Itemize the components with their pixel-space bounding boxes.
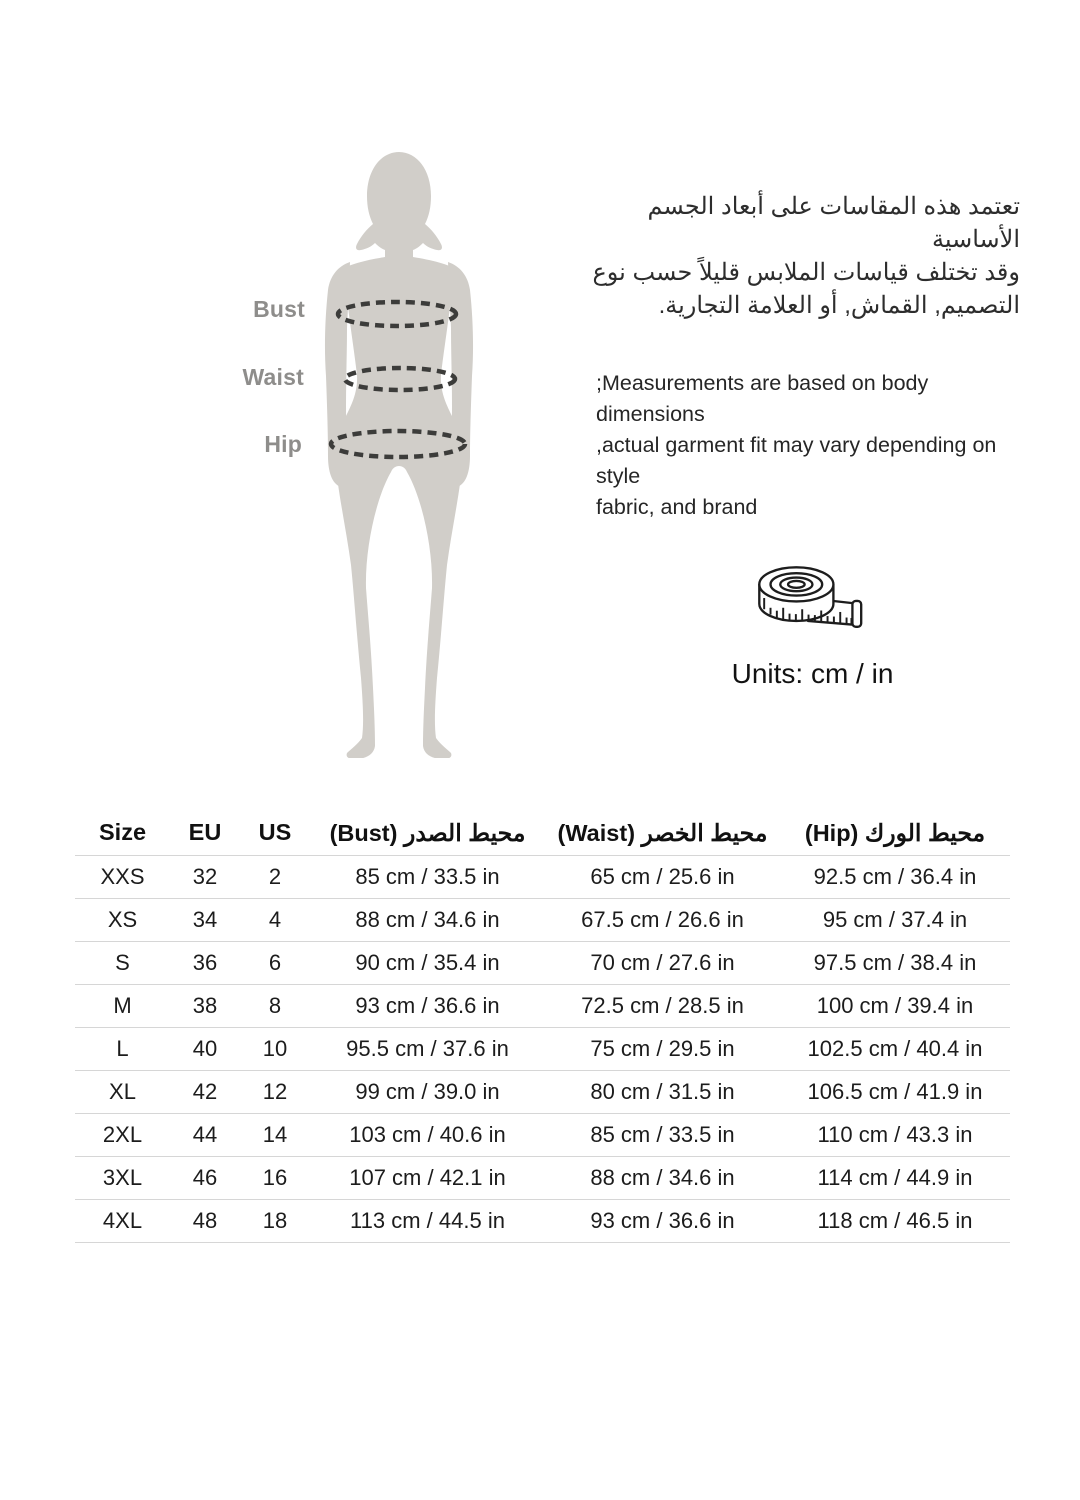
column-header-bust: محيط الصدر (Bust) — [310, 810, 545, 856]
table-cell: 90 cm / 35.4 in — [310, 942, 545, 985]
table-row — [75, 942, 1010, 985]
bust-label: Bust — [253, 296, 305, 322]
size-table-body — [75, 856, 1010, 1243]
table-cell: 100 cm / 39.4 in — [780, 985, 1010, 1028]
table-cell: 10 — [240, 1028, 310, 1071]
table-cell: 16 — [240, 1157, 310, 1200]
table-row — [75, 899, 1010, 942]
female-body-silhouette-icon — [300, 148, 500, 758]
arabic-note-line: وقد تختلف قياسات الملابس قليلاً حسب نوع — [592, 259, 1020, 286]
table-cell: 85 cm / 33.5 in — [310, 856, 545, 899]
table-cell: 80 cm / 31.5 in — [545, 1071, 780, 1114]
table-cell: 38 — [170, 985, 240, 1028]
table-cell: 2XL — [75, 1114, 170, 1157]
table-cell: 72.5 cm / 28.5 in — [545, 985, 780, 1028]
table-cell: 14 — [240, 1114, 310, 1157]
table-cell: 118 cm / 46.5 in — [780, 1200, 1010, 1243]
table-cell: 95 cm / 37.4 in — [780, 899, 1010, 942]
table-cell: 97.5 cm / 38.4 in — [780, 942, 1010, 985]
table-cell: 3XL — [75, 1157, 170, 1200]
table-cell: 48 — [170, 1200, 240, 1243]
table-cell: 95.5 cm / 37.6 in — [310, 1028, 545, 1071]
table-cell: 110 cm / 43.3 in — [780, 1114, 1010, 1157]
column-header-hip: محيط الورك (Hip) — [780, 810, 1010, 856]
table-cell: 67.5 cm / 26.6 in — [545, 899, 780, 942]
column-header-eu: EU — [170, 810, 240, 856]
table-cell: 8 — [240, 985, 310, 1028]
table-cell: 114 cm / 44.9 in — [780, 1157, 1010, 1200]
table-cell: M — [75, 985, 170, 1028]
table-cell: 40 — [170, 1028, 240, 1071]
size-table — [75, 810, 1010, 1243]
table-row — [75, 856, 1010, 899]
table-cell: 34 — [170, 899, 240, 942]
table-row — [75, 1028, 1010, 1071]
table-cell: 103 cm / 40.6 in — [310, 1114, 545, 1157]
table-row — [75, 1200, 1010, 1243]
measuring-tape-icon — [751, 560, 869, 638]
table-row — [75, 1157, 1010, 1200]
arabic-note-line: تعتمد هذه المقاسات على أبعاد الجسم الأساسية — [647, 193, 1020, 253]
table-row — [75, 985, 1010, 1028]
english-note-line: ;Measurements are based on body dimensions — [596, 371, 929, 426]
table-cell: 75 cm / 29.5 in — [545, 1028, 780, 1071]
table-cell: 32 — [170, 856, 240, 899]
table-cell: 12 — [240, 1071, 310, 1114]
table-row — [75, 1071, 1010, 1114]
table-cell: 2 — [240, 856, 310, 899]
table-cell: 88 cm / 34.6 in — [310, 899, 545, 942]
table-cell: 44 — [170, 1114, 240, 1157]
waist-label: Waist — [242, 364, 304, 390]
arabic-note-line: التصميم, القماش, أو العلامة التجارية. — [658, 292, 1020, 319]
table-cell: 18 — [240, 1200, 310, 1243]
table-cell: 36 — [170, 942, 240, 985]
table-cell: S — [75, 942, 170, 985]
arabic-note — [590, 190, 1020, 322]
units-caption: Units: cm / in — [731, 658, 894, 689]
english-note-line: ,actual garment fit may vary depending on style — [596, 433, 997, 488]
table-cell: 93 cm / 36.6 in — [310, 985, 545, 1028]
table-header-row — [75, 810, 1010, 856]
table-cell: 106.5 cm / 41.9 in — [780, 1071, 1010, 1114]
table-cell: 102.5 cm / 40.4 in — [780, 1028, 1010, 1071]
english-note-line: fabric, and brand — [596, 495, 758, 519]
table-cell: XXS — [75, 856, 170, 899]
column-header-size: Size — [75, 810, 170, 856]
table-cell: 42 — [170, 1071, 240, 1114]
table-cell: XS — [75, 899, 170, 942]
body-figure — [300, 148, 500, 758]
table-cell: 46 — [170, 1157, 240, 1200]
table-cell: 88 cm / 34.6 in — [545, 1157, 780, 1200]
table-cell: L — [75, 1028, 170, 1071]
table-cell: 93 cm / 36.6 in — [545, 1200, 780, 1243]
table-cell: 6 — [240, 942, 310, 985]
table-cell: 70 cm / 27.6 in — [545, 942, 780, 985]
table-cell: 92.5 cm / 36.4 in — [780, 856, 1010, 899]
english-note — [596, 368, 1036, 523]
table-cell: 4 — [240, 899, 310, 942]
column-header-us: US — [240, 810, 310, 856]
table-cell: 85 cm / 33.5 in — [545, 1114, 780, 1157]
table-cell: XL — [75, 1071, 170, 1114]
table-cell: 113 cm / 44.5 in — [310, 1200, 545, 1243]
table-cell: 4XL — [75, 1200, 170, 1243]
hip-label: Hip — [264, 431, 302, 457]
table-row — [75, 1114, 1010, 1157]
column-header-waist: محيط الخصر (Waist) — [545, 810, 780, 856]
table-cell: 65 cm / 25.6 in — [545, 856, 780, 899]
table-cell: 99 cm / 39.0 in — [310, 1071, 545, 1114]
table-cell: 107 cm / 42.1 in — [310, 1157, 545, 1200]
